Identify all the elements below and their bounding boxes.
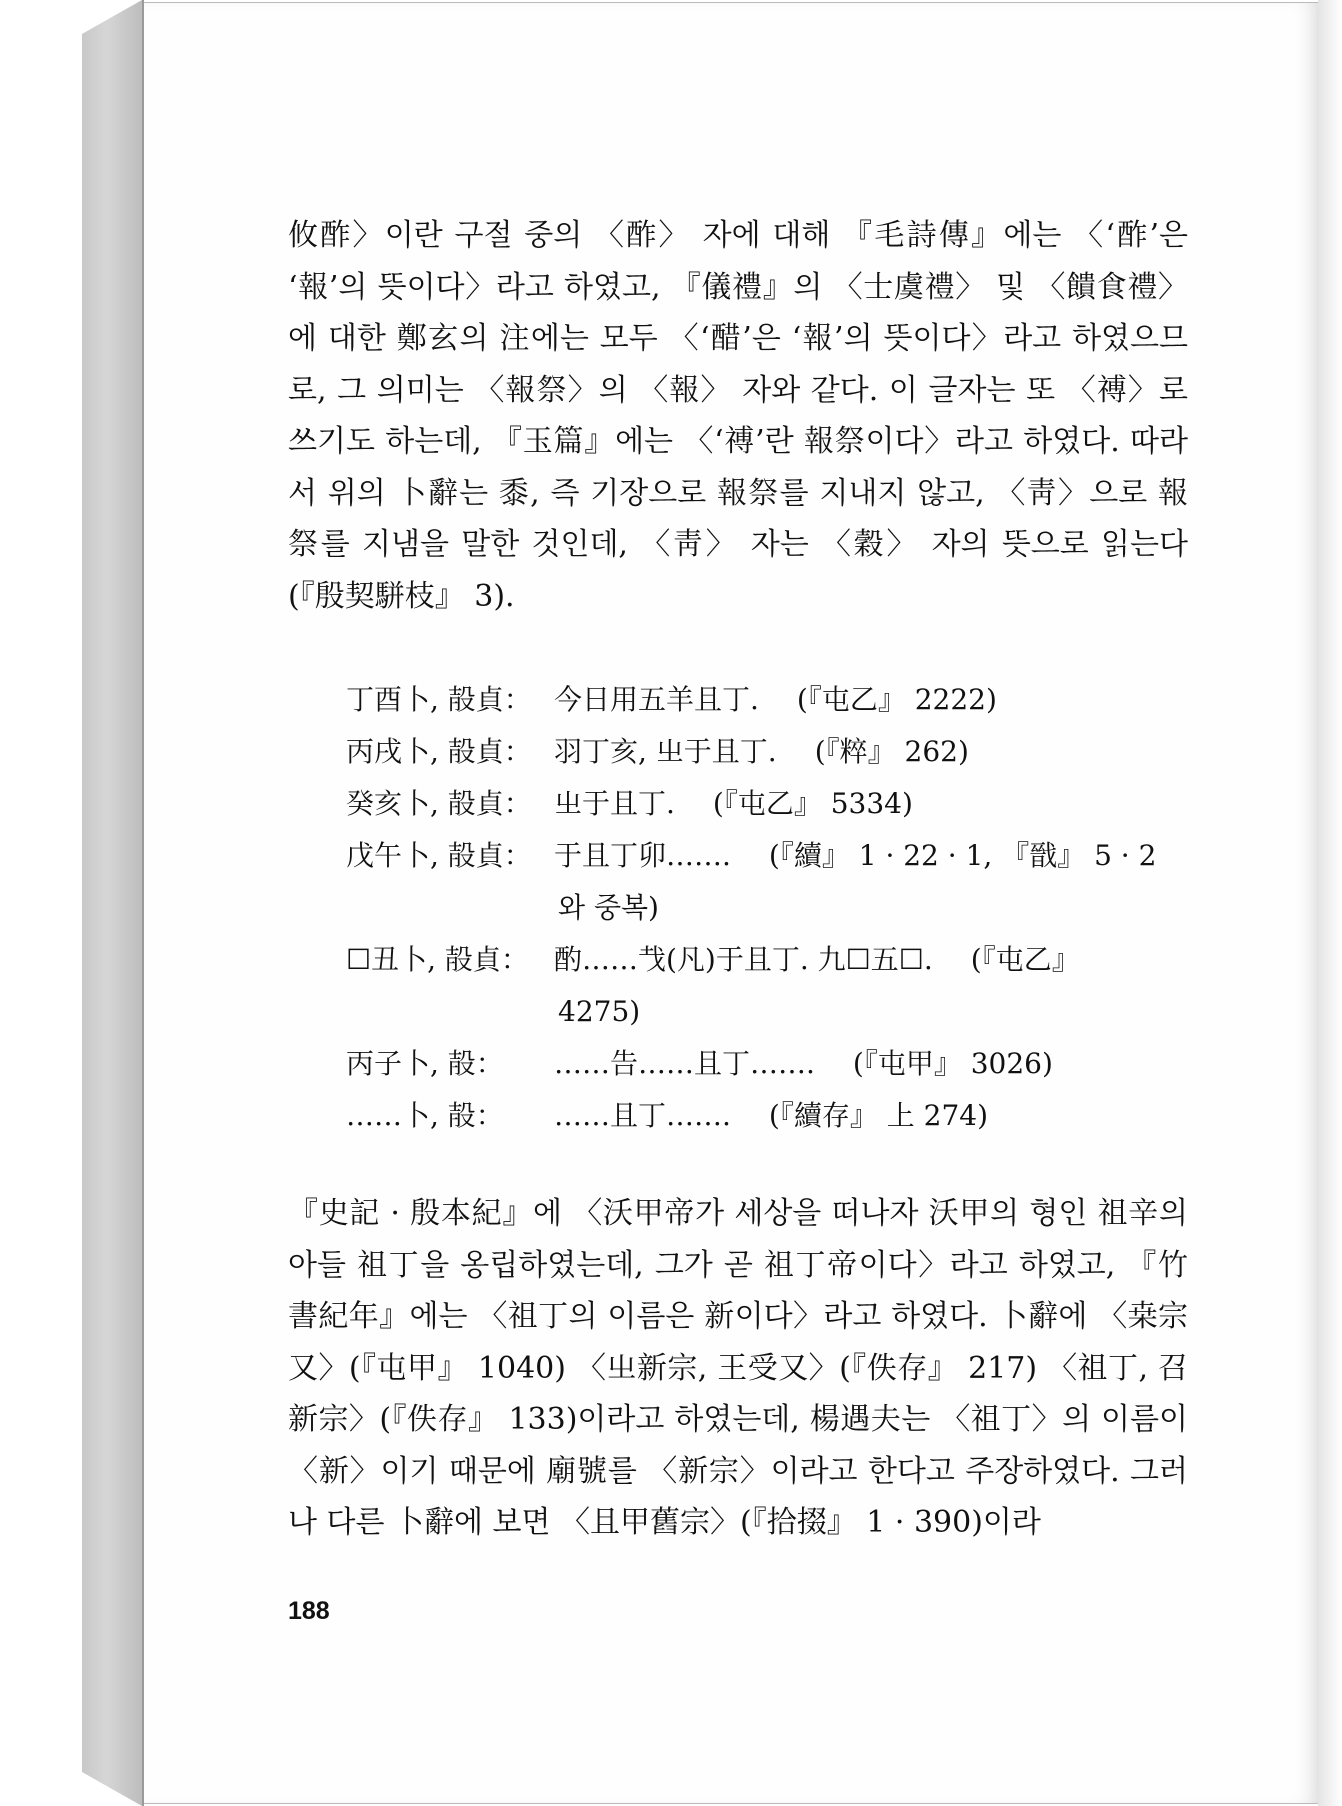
quote-text: 㞢于且丁. [554, 787, 675, 820]
quote-label: ……卜, 㱿： [346, 1099, 504, 1132]
quote-text: ……且丁……. [554, 1099, 731, 1132]
quote-source: (『屯甲』 3026) [852, 1047, 1053, 1080]
quote-line [346, 1090, 1196, 1142]
quote-source: (『粹』 262) [814, 735, 969, 768]
quote-line [346, 934, 1196, 986]
quote-source: (『屯乙』 2222) [796, 683, 997, 716]
quote-source: (『續』 1 · 22 · 1, 『戩』 5 · 2 [768, 839, 1157, 872]
quote-line [346, 726, 1196, 778]
quote-text: 酌……𢦏(凡)于且丁. 九☐五☐. [554, 943, 933, 976]
quote-line [346, 674, 1196, 726]
quote-source: (『屯乙』 [970, 943, 1080, 976]
quote-text: 羽丁亥, 㞢于且丁. [554, 735, 777, 768]
quote-source: (『屯乙』 5334) [712, 787, 913, 820]
body-paragraph-2: 『史記 · 殷本紀』에 〈沃甲帝가 세상을 떠나자 沃甲의 형인 祖辛의 아들 祖丁을 옹립하였는데, 그가 곧 祖丁帝이다〉라고 하였고, 『竹書紀年』에는 〈祖丁의 이름은 新이다〉라고 하였다. 卜辭에 〈桒宗又〉(『屯甲』 1040) 〈㞢新宗, 王受又〉(『佚存』 217) 〈祖丁, 召新宗〉(『佚存』 133)이라고 하였는데, 楊遇夫는 〈祖丁〉의 이름이 〈新〉이기 때문에 廟號를 〈新宗〉이라고 한다고 주장하였다. 그러나 다른 卜辭에 보면 〈且甲舊宗〉(『拾掇』 1 · 390)이라 [288, 1196, 1188, 1540]
quote-line [346, 1038, 1196, 1090]
page-edge-shadow [1318, 0, 1342, 1806]
quote-label: 丁酉卜, 㱿貞： [346, 683, 532, 716]
quote-label: 戊午卜, 㱿貞： [346, 839, 532, 872]
quote-label: 丙子卜, 㱿： [346, 1047, 504, 1080]
quote-label: 癸亥卜, 㱿貞： [346, 787, 532, 820]
book-spine [82, 0, 142, 1806]
page-number: 188 [288, 1597, 330, 1625]
body-paragraph-1: 攸酢〉이란 구절 중의 〈酢〉 자에 대해 『毛詩傳』에는 〈‘酢’은 ‘報’의 뜻이다〉라고 하였고, 『儀禮』의 〈士虞禮〉 및 〈饋食禮〉에 대한 鄭玄의 注에는 모두 〈‘醋’은 ‘報’의 뜻이다〉라고 하였으므로, 그 의미는 〈報祭〉의 〈報〉 자와 같다. 이 글자는 또 〈禣〉로 쓰기도 하는데, 『玉篇』에는 〈‘禣’란 報祭이다〉라고 하였다. 따라서 위의 卜辭는 黍, 즉 기장으로 報祭를 지내지 않고, 〈靑〉으로 報祭를 지냄을 말한 것인데, 〈靑〉 자는 〈穀〉 자의 뜻으로 읽는다(『殷契駢枝』 3). [288, 218, 1188, 614]
quote-line [346, 778, 1196, 830]
quote-text: 于且丁卯……. [554, 839, 731, 872]
quote-continuation: 와 중복) [558, 891, 659, 924]
quote-label: ☐丑卜, 㱿貞： [346, 943, 529, 976]
quote-continuation: 4275) [558, 995, 641, 1028]
oracle-quotes-block [346, 674, 1196, 1142]
quote-source: (『續存』 上 274) [768, 1099, 988, 1132]
quote-line [346, 830, 1196, 882]
quote-text: 今日用五羊且丁. [554, 683, 759, 716]
quote-label: 丙戌卜, 㱿貞： [346, 735, 532, 768]
quote-text: ……告……且丁……. [554, 1047, 815, 1080]
